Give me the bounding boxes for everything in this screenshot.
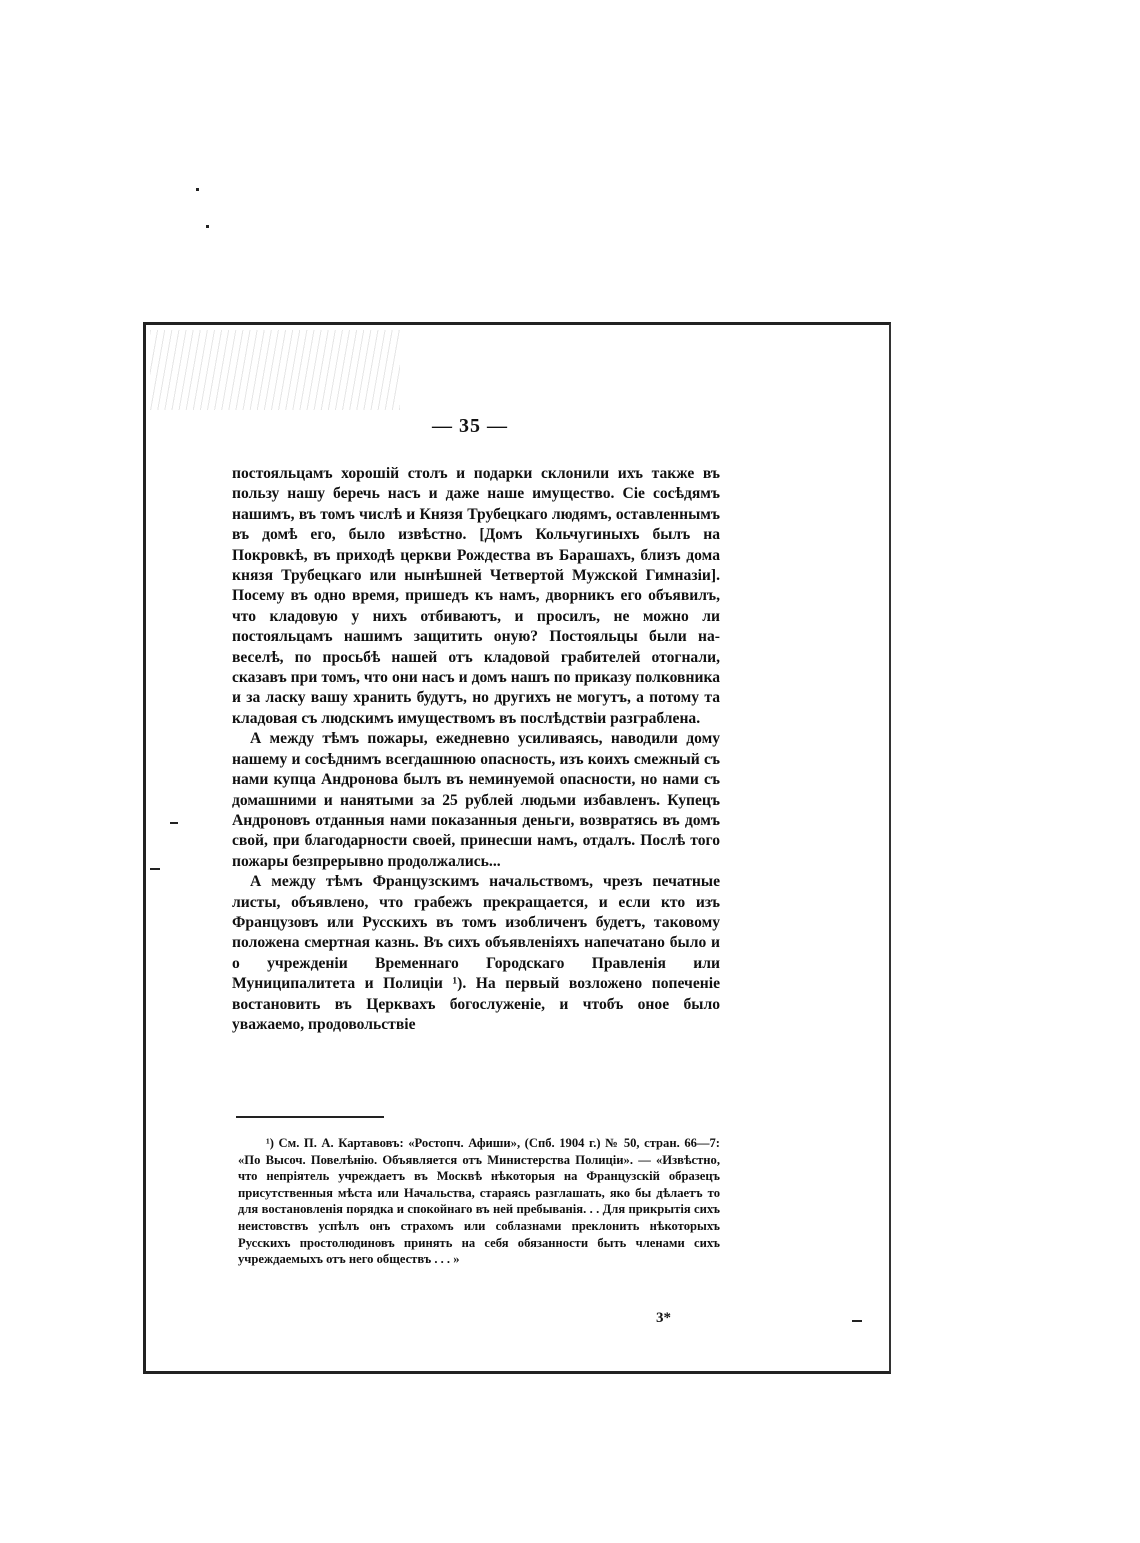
signature-mark: 3* bbox=[656, 1310, 671, 1326]
scan-speck bbox=[150, 868, 160, 870]
scan-speck bbox=[196, 188, 199, 191]
main-text bbox=[232, 464, 720, 1035]
footnote-separator bbox=[236, 1116, 384, 1118]
page-number: — 35 — bbox=[432, 415, 508, 437]
scan-speck bbox=[852, 1320, 862, 1322]
scan-speck bbox=[206, 225, 209, 228]
paragraph-1: постояльцамъ хорошій столъ и подарки склонили ихъ также въ пользу нашу беречь насъ и даже наше имущество. Сіе сосѣдямъ нашимъ, въ томъ числѣ и Князя Трубецкаго людямъ, оставленнымъ въ домѣ его, было извѣстно. [Домъ Кольчугиныхъ былъ на Покровкѣ, въ приходѣ церкви Рождества въ Барашахъ, близъ дома князя Трубецкаго или нынѣшней Четвертой Мужской Гимназіи]. Посему въ одно время, пришедъ къ намъ, дворникъ его объявилъ, что кладовую у нихъ отбиваютъ, и просилъ, не можно ли постояльцамъ нашимъ защитить оную? Постояльцы были на-веселѣ, по просьбѣ нашей отъ кладовой грабителей отогнали, сказавъ при томъ, что они насъ и домъ нашъ по приказу полковника и за ласку вашу хранить будутъ, но другихъ не могутъ, а потому та кладовая съ людскимъ имуществомъ въ послѣдствіи разграблена. bbox=[232, 465, 720, 727]
footnote-text: ¹) См. П. А. Картавовъ: «Ростопч. Афиши», (Спб. 1904 г.) № 50, стран. 66—7: «По Высоч. Повелѣнію. Объявляется отъ Министерства Полиціи». — «Извѣстно, что непріятель учреждаетъ въ Москвѣ нѣкоторыя на Французскій образецъ присутственныя мѣста или Начальства, стараясь разглашать, яко бы дѣлаетъ то для востановленія порядка и спокойнаго въ ней пребыванія. . . Для прикрытія сихъ неистовствъ успѣлъ онъ страхомъ или соблазнами преклонить нѣкоторыхъ Русскихъ простолюдиновъ принять на себя обязанности быть членами сихъ учреждаемыхъ отъ него обществъ . . . » bbox=[238, 1136, 720, 1267]
paragraph-2: А между тѣмъ пожары, ежедневно усиливаясь, наводили дому нашему и сосѣднимъ всегдашнюю опасность, изъ коихъ смежный съ нами купца Андронова былъ въ неминуемой опасности, но нами съ домашними и нанятыми за 25 рублей людьми избавленъ. Купецъ Андроновъ отданныя нами показанныя деньги, возвратясь въ домъ свой, при благодарности своей, принесши намъ, отдалъ. Послѣ того пожары безпрерывно продолжались... bbox=[232, 730, 720, 870]
footnote bbox=[238, 1135, 720, 1268]
paragraph-3: А между тѣмъ Французскимъ начальствомъ, чрезъ печатные листы, объявлено, что грабежъ прекращается, и если кто изъ Французовъ или Русскихъ въ томъ изобличенъ будетъ, таковому положена смертная казнь. Въ сихъ объявленіяхъ напечатано было и о учрежденіи Временнаго Городскаго Правленія или Муниципалитета и Полиціи ¹). На первый возложено попеченіе востановить въ Церквахъ богослуженіе, и чтобъ оное было уважаемо, продовольствіе bbox=[232, 873, 720, 1033]
scan-speck bbox=[170, 822, 178, 824]
scan-noise bbox=[150, 330, 400, 410]
